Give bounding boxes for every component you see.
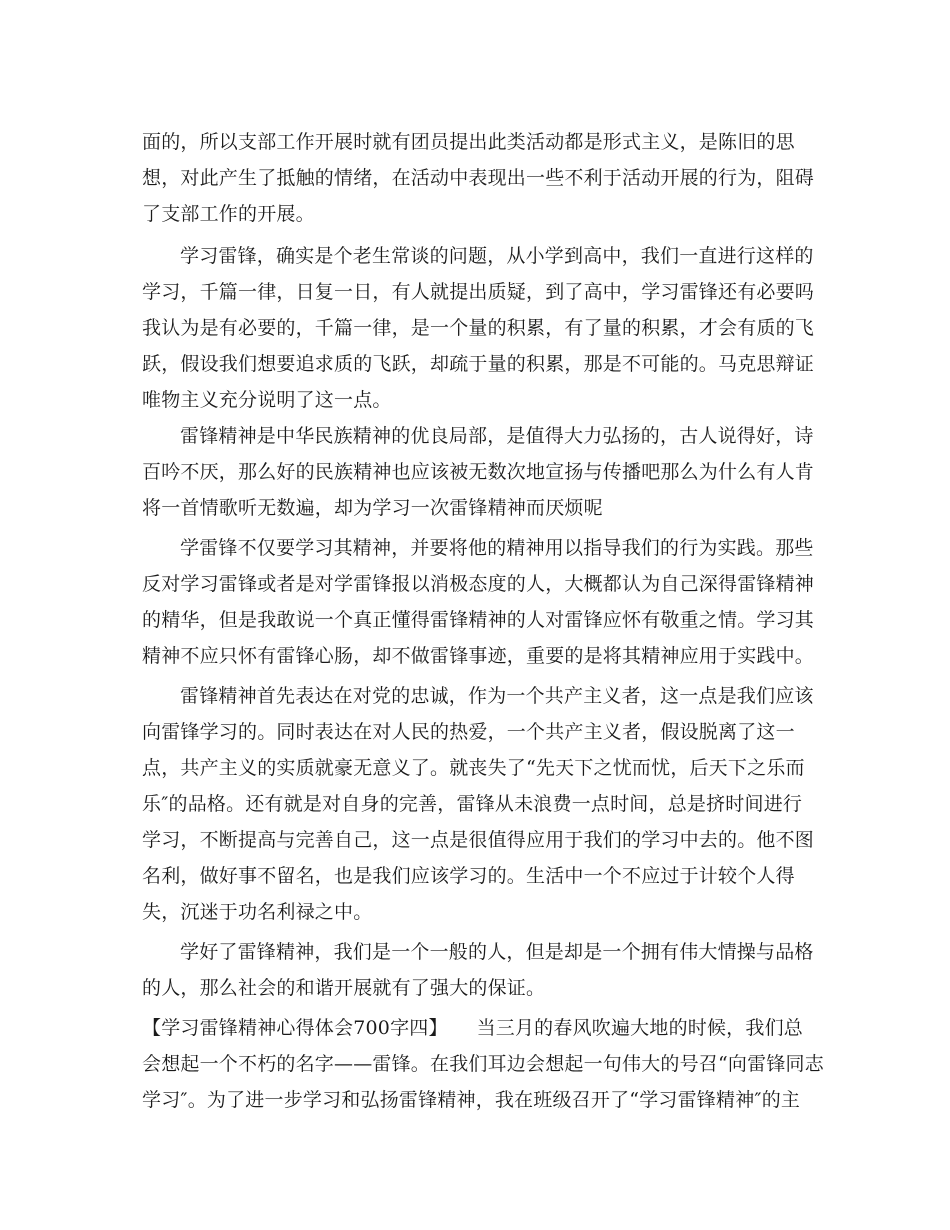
text-line: 的精华，但是我敢说一个真正懂得雷锋精神的人对雷锋应怀有敬重之情。学习其	[142, 609, 815, 631]
text-line: 学习，千篇一律，日复一日，有人就提出质疑，到了高中，学习雷锋还有必要吗	[142, 281, 815, 303]
text-line: 想，对此产生了抵触的情绪，在活动中表现出一些不利于活动开展的行为，阻碍	[142, 167, 815, 189]
text-line: 会想起一个不朽的名字——雷锋。在我们耳边会想起一句伟大的号召“向雷锋同志	[142, 1053, 824, 1075]
text-line: 名利，做好事不留名，也是我们应该学习的。生活中一个不应过于计较个人得	[142, 865, 795, 887]
text-line: 百吟不厌，那么好的民族精神也应该被无数次地宣扬与传播吧那么为什么有人肯	[142, 461, 815, 483]
text-line: 精神不应只怀有雷锋心肠，却不做雷锋事迹，重要的是将其精神应用于实践中。	[142, 645, 815, 667]
text-line: 学习，不断提高与完善自己，这一点是很值得应用于我们的学习中去的。他不图	[142, 829, 815, 851]
text-line: 学习雷锋，确实是个老生常谈的问题，从小学到高中，我们一直进行这样的	[180, 245, 814, 267]
text-line: 面的，所以支部工作开展时就有团员提出此类活动都是形式主义，是陈旧的思	[142, 131, 795, 153]
text-line: 跃，假设我们想要追求质的飞跃，却疏于量的积累，那是不可能的。马克思辩证	[142, 353, 815, 375]
section-heading-line: 【学习雷锋精神心得体会700字四】 当三月的春风吹遍大地的时候，我们总	[142, 1017, 803, 1039]
text-line: 的人，那么社会的和谐开展就有了强大的保证。	[142, 977, 546, 999]
text-line: 失，沉迷于功名利禄之中。	[142, 901, 373, 923]
text-line: 反对学习雷锋或者是对学雷锋报以消极态度的人，大概都认为自己深得雷锋精神	[142, 573, 815, 595]
text-line: 了支部工作的开展。	[142, 203, 315, 225]
text-line: 将一首情歌听无数遍，却为学习一次雷锋精神而厌烦呢	[142, 497, 603, 519]
text-line: 唯物主义充分说明了这一点。	[142, 389, 392, 411]
text-line: 雷锋精神首先表达在对党的忠诚，作为一个共产主义者，这一点是我们应该	[180, 685, 814, 707]
text-line: 雷锋精神是中华民族精神的优良局部，是值得大力弘扬的，古人说得好，诗	[180, 425, 814, 447]
text-line: 向雷锋学习的。同时表达在对人民的热爱，一个共产主义者，假设脱离了这一	[142, 721, 795, 743]
text-line: 学雷锋不仅要学习其精神，并要将他的精神用以指导我们的行为实践。那些	[180, 537, 814, 559]
text-line: 点，共产主义的实质就豪无意义了。就丧失了“先天下之忧而忧，后天下之乐而	[142, 757, 805, 779]
text-line: 乐″的品格。还有就是对自身的完善，雷锋从未浪费一点时间，总是挤时间进行	[142, 793, 803, 815]
text-line: 我认为是有必要的，千篇一律，是一个量的积累，有了量的积累，才会有质的飞	[142, 317, 815, 339]
text-line: 学习″。为了进一步学习和弘扬雷锋精神，我在班级召开了“学习雷锋精神″的主	[142, 1089, 801, 1111]
text-line: 学好了雷锋精神，我们是一个一般的人，但是却是一个拥有伟大情操与品格	[180, 941, 814, 963]
